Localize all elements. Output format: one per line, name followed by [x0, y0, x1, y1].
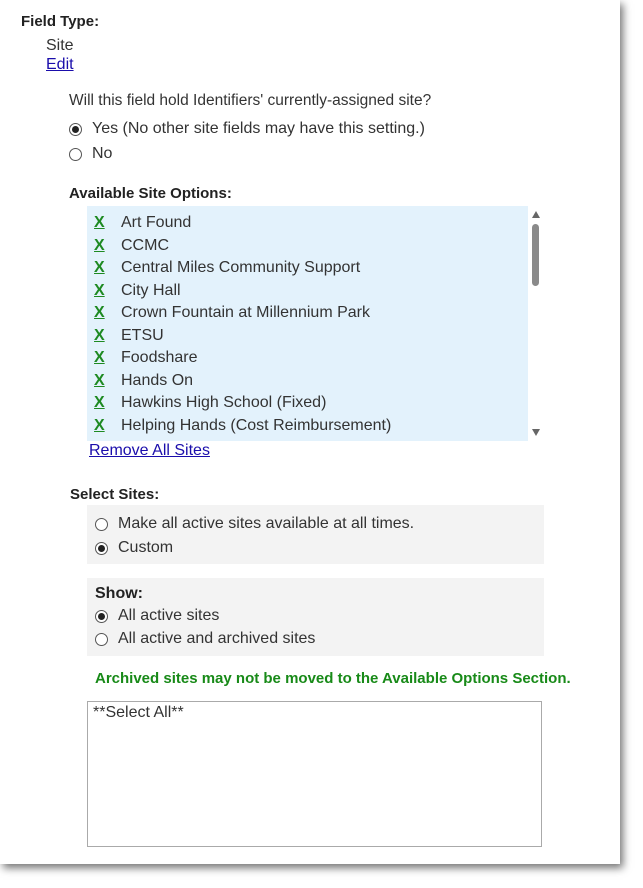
- site-name: Foodshare: [121, 349, 198, 366]
- radio-no[interactable]: [69, 148, 82, 161]
- select-sites-all-option[interactable]: [95, 515, 414, 533]
- list-item: [94, 235, 169, 257]
- site-name: Art Found: [121, 214, 192, 231]
- list-item: [94, 347, 198, 369]
- radio-all-sites[interactable]: [95, 518, 108, 531]
- available-sites-label: Available Site Options:: [69, 185, 232, 202]
- available-sites-list[interactable]: [87, 206, 543, 441]
- site-name: Hands On: [121, 372, 194, 389]
- list-item: [94, 280, 181, 302]
- show-active-label: All active sites: [118, 607, 220, 624]
- remove-site-x[interactable]: X: [94, 327, 105, 344]
- site-name: Helping Hands (Cost Reimbursement): [121, 417, 392, 434]
- edit-link[interactable]: Edit: [46, 56, 74, 73]
- assigned-site-yes-option[interactable]: [69, 120, 425, 138]
- archived-warning: Archived sites may not be moved to the Available Options Section.: [95, 670, 571, 687]
- list-item: [94, 212, 191, 234]
- select-sites-label: Select Sites:: [70, 486, 160, 503]
- list-item: [94, 415, 391, 437]
- site-name: Crown Fountain at Millennium Park: [121, 304, 370, 321]
- list-item: [94, 325, 164, 347]
- list-scrollbar[interactable]: [528, 206, 543, 441]
- select-sites-all-label: Make all active sites available at all times.: [118, 515, 415, 532]
- remove-site-x[interactable]: X: [94, 237, 105, 254]
- radio-archived-sites[interactable]: [95, 633, 108, 646]
- show-archived-label: All active and archived sites: [118, 630, 316, 647]
- select-all-option[interactable]: **Select All**: [93, 704, 184, 721]
- site-multiselect[interactable]: [87, 701, 542, 847]
- field-type-value: Site: [46, 37, 74, 54]
- remove-site-x[interactable]: X: [94, 394, 105, 411]
- list-item: [94, 370, 193, 392]
- radio-yes[interactable]: [69, 123, 82, 136]
- site-name: CCMC: [121, 237, 169, 254]
- radio-active-sites[interactable]: [95, 610, 108, 623]
- remove-site-x[interactable]: X: [94, 282, 105, 299]
- radio-custom[interactable]: [95, 542, 108, 555]
- assigned-site-no-option[interactable]: [69, 145, 112, 163]
- remove-site-x[interactable]: X: [94, 214, 105, 231]
- remove-site-x[interactable]: X: [94, 349, 105, 366]
- remove-site-x[interactable]: X: [94, 417, 105, 434]
- select-sites-custom-label: Custom: [118, 539, 174, 556]
- site-name: Hawkins High School (Fixed): [121, 394, 327, 411]
- site-name: City Hall: [121, 282, 181, 299]
- site-name: Central Miles Community Support: [121, 259, 361, 276]
- site-name: ETSU: [121, 327, 164, 344]
- remove-site-x[interactable]: X: [94, 372, 105, 389]
- select-sites-custom-option[interactable]: [95, 539, 173, 557]
- scroll-thumb[interactable]: [532, 224, 539, 286]
- list-item: [94, 302, 370, 324]
- assigned-site-yes-label: Yes (No other site fields may have this setting.): [92, 120, 425, 137]
- assigned-site-no-label: No: [92, 145, 113, 162]
- remove-all-sites-link[interactable]: Remove All Sites: [89, 442, 210, 459]
- show-archived-option[interactable]: [95, 630, 315, 648]
- assigned-site-question: Will this field hold Identifiers' currently-assigned site?: [69, 92, 432, 109]
- show-active-option[interactable]: [95, 607, 219, 625]
- list-item: [94, 392, 326, 414]
- list-item: [94, 257, 360, 279]
- show-label: Show:: [95, 585, 143, 602]
- remove-site-x[interactable]: X: [94, 304, 105, 321]
- scroll-down-arrow-icon[interactable]: [532, 429, 540, 436]
- field-type-label: Field Type:: [21, 13, 100, 30]
- remove-site-x[interactable]: X: [94, 259, 105, 276]
- scroll-up-arrow-icon[interactable]: [532, 211, 540, 218]
